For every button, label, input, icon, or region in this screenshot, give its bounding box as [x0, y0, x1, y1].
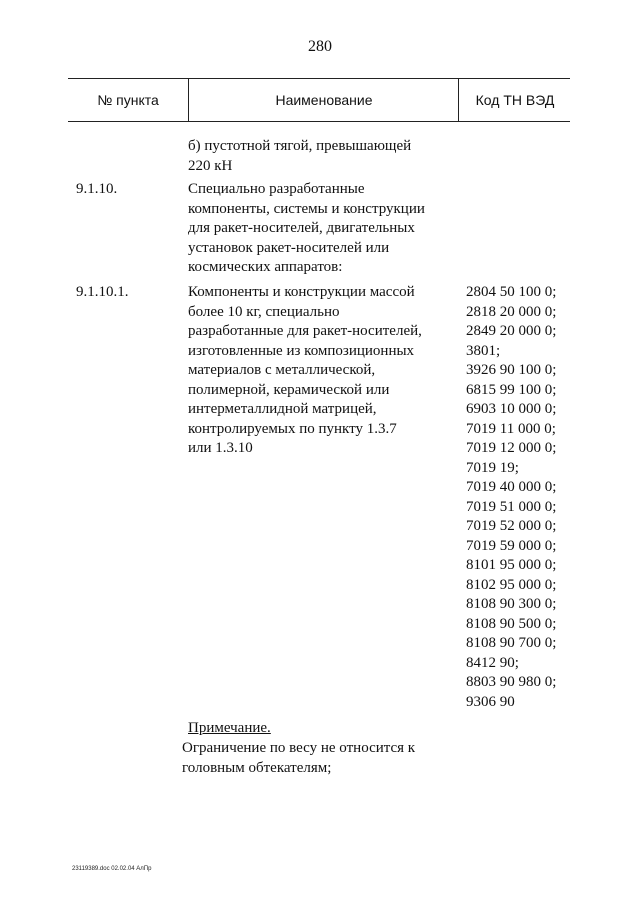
code-entry: 2804 50 100 0; [466, 284, 557, 300]
code-entry: 8108 90 500 0; [466, 615, 557, 632]
row-2-codes [466, 283, 556, 712]
row-0-name-line: 220 кН [188, 157, 233, 174]
row-2-name-line: интерметаллидной матрицей, [188, 401, 377, 417]
code-entry: 6815 99 100 0; [466, 381, 557, 398]
code-entry: 3926 90 100 0; [466, 362, 557, 378]
code-entry: 8412 90; [466, 654, 519, 671]
row-2-name-line: полимерной, керамической или [188, 381, 390, 398]
code-entry: 7019 51 000 0; [466, 498, 557, 515]
row-2-name-line: более 10 кг, специально [188, 303, 340, 320]
code-entry: 8108 90 300 0; [466, 596, 557, 612]
code-entry: 7019 12 000 0; [466, 440, 557, 456]
code-entry: 8101 95 000 0; [466, 557, 557, 573]
column-header-name: Наименование [188, 79, 459, 121]
note-body [182, 739, 415, 778]
row-1-name-line: Специально разработанные [188, 181, 365, 197]
row-2-name-line: разработанные для ракет-носителей, [188, 323, 422, 339]
note-title-text: Примечание. [188, 720, 271, 736]
code-entry: 6903 10 000 0; [466, 401, 557, 417]
code-entry: 7019 52 000 0; [466, 518, 557, 534]
code-entry: 7019 40 000 0; [466, 479, 557, 495]
row-2-name-line: материалов с металлической, [188, 362, 376, 378]
row-2-name-line: изготовленные из композиционных [188, 342, 415, 359]
note-line: головным обтекателям; [182, 759, 332, 776]
code-entry: 7019 11 000 0; [466, 420, 556, 437]
code-entry: 8803 90 980 0; [466, 674, 557, 690]
row-1-name-line: космических аппаратов: [188, 259, 343, 275]
row-1-name-line: для ракет-носителей, двигательных [188, 220, 415, 236]
code-entry: 2818 20 000 0; [466, 303, 557, 320]
row-1-number: 9.1.10. [76, 181, 118, 197]
code-entry: 7019 19; [466, 459, 519, 476]
row-2-number: 9.1.10.1. [76, 284, 129, 300]
note-line: Ограничение по весу не относится к [182, 740, 416, 756]
code-entry: 3801; [466, 342, 501, 359]
column-header-number: № пункта [97, 92, 159, 108]
row-1-name [188, 180, 425, 278]
code-entry: 8108 90 700 0; [466, 635, 557, 651]
row-1-name-line: установок ракет-носителей или [188, 239, 390, 256]
table-header [68, 78, 570, 122]
row-1-name-line: компоненты, системы и конструкции [188, 200, 425, 217]
row-2-name [188, 283, 422, 459]
column-header-code: Код ТН ВЭД [458, 79, 571, 121]
code-entry: 9306 90 [466, 693, 515, 710]
row-2-name-line: контролируемых по пункту 1.3.7 [188, 420, 397, 437]
row-0-name [188, 137, 411, 176]
code-entry: 8102 95 000 0; [466, 576, 557, 593]
code-entry: 7019 59 000 0; [466, 537, 557, 554]
row-0-name-line: б) пустотной тягой, превышающей [188, 138, 412, 154]
row-2-name-line: или 1.3.10 [188, 440, 253, 456]
page-number: 280 [308, 38, 332, 55]
note-title [188, 719, 271, 739]
row-2-name-line: Компоненты и конструкции массой [188, 284, 415, 300]
code-entry: 2849 20 000 0; [466, 323, 557, 339]
document-footer: 23119389.doc 02.02.04 АлПр [72, 866, 152, 872]
